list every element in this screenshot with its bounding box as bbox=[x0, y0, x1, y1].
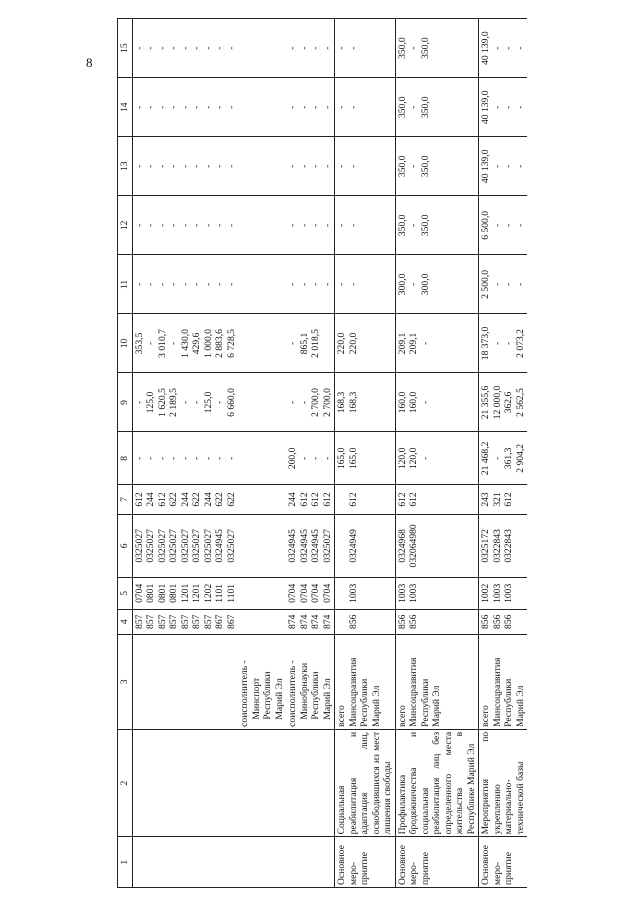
budget-table bbox=[117, 18, 527, 888]
cell-col14: 40 139,0 - - - bbox=[479, 78, 528, 137]
col-header-10: 10 bbox=[118, 314, 133, 373]
cell-col9: 160,0 160,0 - bbox=[395, 373, 479, 432]
col-header-9: 9 bbox=[118, 373, 133, 432]
cell-col6: 0324945 0324945 0324945 0325027 bbox=[286, 514, 335, 577]
cell-col13: 40 139,0 - - - bbox=[479, 137, 528, 196]
table-row bbox=[286, 19, 335, 888]
cell-col4: 856 bbox=[335, 609, 396, 634]
cell-col9: - 125,0 1 620,5 2 189,5 - - 125,0 - 6 660,0 bbox=[132, 373, 238, 432]
cell-col7: 612 244 612 622 244 622 244 622 622 bbox=[132, 485, 238, 515]
cell-col14: - - - - bbox=[286, 78, 335, 137]
cell-col8: - - - - - - - - - bbox=[132, 432, 238, 485]
header-row bbox=[118, 19, 133, 888]
cell-col12 bbox=[238, 196, 286, 255]
table-row bbox=[132, 19, 238, 888]
cell-col11: 2 500,0 - - - bbox=[479, 255, 528, 314]
cell-col7: 243 321 612 bbox=[479, 485, 528, 515]
cell-col4: 857 857 857 857 857 857 857 867 867 bbox=[132, 609, 238, 634]
rotated-table-container bbox=[117, 18, 592, 888]
cell-col6: 0325172 0322843 0322843 bbox=[479, 514, 528, 577]
cell-col5: 1003 bbox=[335, 578, 396, 610]
cell-col10 bbox=[238, 314, 286, 373]
cell-col5 bbox=[238, 578, 286, 610]
col-header-11: 11 bbox=[118, 255, 133, 314]
col-header-1: 1 bbox=[118, 837, 133, 888]
cell-col1: Основное меро- приятие bbox=[479, 837, 528, 888]
cell-col6 bbox=[238, 514, 286, 577]
cell-col15: - - - - bbox=[286, 19, 335, 78]
cell-col8: 200,0 - - - bbox=[286, 432, 335, 485]
cell-col5: 0704 0704 0704 0704 bbox=[286, 578, 335, 610]
cell-col7: 612 bbox=[335, 485, 396, 515]
cell-col8 bbox=[238, 432, 286, 485]
col-header-7: 7 bbox=[118, 485, 133, 515]
cell-col2: Мероприятия по укреплению материально-технической базы bbox=[479, 729, 528, 837]
cell-col2 bbox=[238, 729, 286, 837]
cell-col9: - - 2 700,0 2 700,0 bbox=[286, 373, 335, 432]
cell-col3: всего Минсоцразвития Республики Марий Эл bbox=[395, 634, 479, 729]
cell-col12: - - - - bbox=[286, 196, 335, 255]
cell-col1 bbox=[286, 837, 335, 888]
cell-col4: 874 874 874 874 bbox=[286, 609, 335, 634]
cell-col5: 1003 1003 bbox=[395, 578, 479, 610]
cell-col8: 21 468,2 - 361,3 2 904,2 bbox=[479, 432, 528, 485]
cell-col11: - - bbox=[335, 255, 396, 314]
cell-col15: 350,0 - 350,0 bbox=[395, 19, 479, 78]
cell-col10: 18 373,0 - - 2 073,2 bbox=[479, 314, 528, 373]
cell-col3: соисполнитель - Минобрнауки Республики Марий Эл bbox=[286, 634, 335, 729]
cell-col13: - - - - bbox=[286, 137, 335, 196]
cell-col13: - - bbox=[335, 137, 396, 196]
cell-col9 bbox=[238, 373, 286, 432]
table-row bbox=[395, 19, 479, 888]
cell-col10: - 865,1 2 018,5 bbox=[286, 314, 335, 373]
col-header-4: 4 bbox=[118, 609, 133, 634]
cell-col14: 350,0 - 350,0 bbox=[395, 78, 479, 137]
cell-col4: 856 856 bbox=[395, 609, 479, 634]
table-row bbox=[238, 19, 286, 888]
cell-col11: - - - - bbox=[286, 255, 335, 314]
page-number: 8 bbox=[86, 55, 93, 70]
col-header-5: 5 bbox=[118, 578, 133, 610]
cell-col10: 353,5 - 3 010,7 - 1 430,0 429,6 1 000,0 2 883,6 6 728,5 bbox=[132, 314, 238, 373]
cell-col9: 21 355,6 12 000,0 362,6 2 562,5 bbox=[479, 373, 528, 432]
cell-col11: 300,0 - 300,0 bbox=[395, 255, 479, 314]
cell-col1 bbox=[132, 837, 238, 888]
table-row bbox=[335, 19, 396, 888]
cell-col3 bbox=[132, 634, 238, 729]
cell-col13: 350,0 - 350,0 bbox=[395, 137, 479, 196]
cell-col14 bbox=[238, 78, 286, 137]
col-header-3: 3 bbox=[118, 634, 133, 729]
cell-col10: 209,1 209,1 - bbox=[395, 314, 479, 373]
cell-col6: 0325027 0325027 0325027 0325027 0325027 0325027 0325027 0324945 0325027 bbox=[132, 514, 238, 577]
cell-col5: 0704 0801 0801 0801 1201 1201 1202 1101 1101 bbox=[132, 578, 238, 610]
cell-col7 bbox=[238, 485, 286, 515]
cell-col14: - - - - - - - - - bbox=[132, 78, 238, 137]
cell-col6: 0324968 032064980 bbox=[395, 514, 479, 577]
cell-col1: Основное меро- приятие bbox=[395, 837, 479, 888]
cell-col5: 1002 1003 1003 bbox=[479, 578, 528, 610]
col-header-12: 12 bbox=[118, 196, 133, 255]
cell-col4: 856 856 856 bbox=[479, 609, 528, 634]
cell-col9: 168,3 168,3 bbox=[335, 373, 396, 432]
cell-col4 bbox=[238, 609, 286, 634]
cell-col12: 350,0 - 350,0 bbox=[395, 196, 479, 255]
cell-col15: - - bbox=[335, 19, 396, 78]
cell-col3: всего Минсоцразвития Республики Марий Эл bbox=[479, 634, 528, 729]
cell-col15: - - - - - - - - - bbox=[132, 19, 238, 78]
cell-col8: 120,0 120,0 - bbox=[395, 432, 479, 485]
cell-col1: Основное меро- приятие bbox=[335, 837, 396, 888]
cell-col12: - - bbox=[335, 196, 396, 255]
cell-col3: всего Минсоцразвития Республики Марий Эл bbox=[335, 634, 396, 729]
cell-col7: 244 612 612 612 bbox=[286, 485, 335, 515]
cell-col2: Профилактика бродяжничества и социальная реабилитация лиц без определенного места жительства в Республике Марий Эл bbox=[395, 729, 479, 837]
cell-col13: - - - - - - - - - bbox=[132, 137, 238, 196]
cell-col1 bbox=[238, 837, 286, 888]
table-row bbox=[479, 19, 528, 888]
col-header-15: 15 bbox=[118, 19, 133, 78]
cell-col6: 0324949 bbox=[335, 514, 396, 577]
cell-col2 bbox=[132, 729, 238, 837]
cell-col13 bbox=[238, 137, 286, 196]
cell-col12: - - - - - - - - - bbox=[132, 196, 238, 255]
cell-col14: - - bbox=[335, 78, 396, 137]
cell-col10: 220,0 220,0 bbox=[335, 314, 396, 373]
col-header-6: 6 bbox=[118, 514, 133, 577]
cell-col11 bbox=[238, 255, 286, 314]
cell-col12: 6 500,0 - - - bbox=[479, 196, 528, 255]
col-header-14: 14 bbox=[118, 78, 133, 137]
cell-col7: 612 612 bbox=[395, 485, 479, 515]
cell-col11: - - - - - - - - - bbox=[132, 255, 238, 314]
col-header-13: 13 bbox=[118, 137, 133, 196]
cell-col15: 40 139,0 - - - bbox=[479, 19, 528, 78]
cell-col15 bbox=[238, 19, 286, 78]
cell-col2: Социальная реабилитация и адаптация лиц, освободившихся из мест лишения свободы bbox=[335, 729, 396, 837]
col-header-8: 8 bbox=[118, 432, 133, 485]
cell-col2 bbox=[286, 729, 335, 837]
cell-col3: соисполнитель - Минспорт Республики Марий Эл bbox=[238, 634, 286, 729]
col-header-2: 2 bbox=[118, 729, 133, 837]
cell-col8: 165,0 165,0 bbox=[335, 432, 396, 485]
